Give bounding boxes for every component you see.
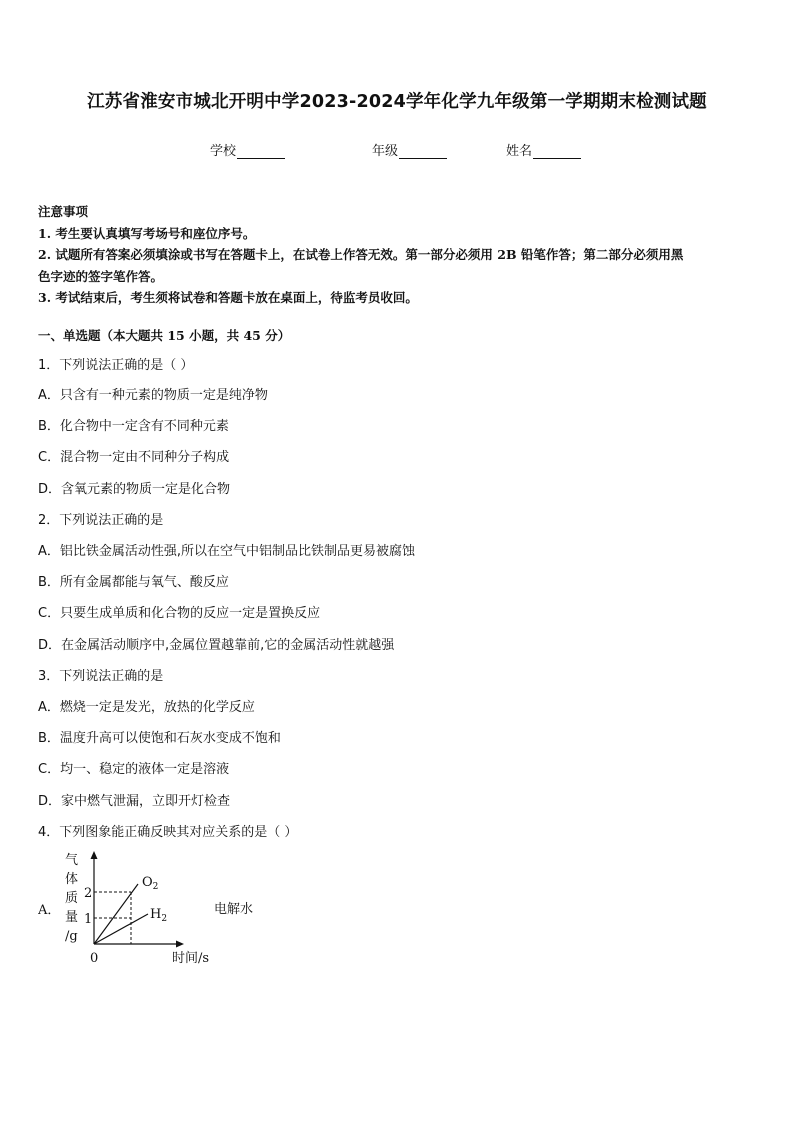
option-b: B．化合物中一定含有不同种元素 <box>38 419 229 434</box>
question-stem: 1．下列说法正确的是（ ） <box>38 358 194 373</box>
graph-caption: 电解水 <box>214 902 254 917</box>
grade-label: 年级 <box>372 144 399 159</box>
page-title: 江苏省淮安市城北开明中学2023-2024学年化学九年级第一学期期末检测试题 <box>87 92 707 112</box>
name-field <box>506 140 581 159</box>
y-axis-label-char: 体 <box>65 872 79 887</box>
option-d: D．含氧元素的物质一定是化合物 <box>38 482 231 497</box>
y-axis-label-char: 质 <box>65 891 79 906</box>
option-d: D．在金属活动顺序中,金属位置越靠前,它的金属活动性就越强 <box>38 638 395 653</box>
student-info-row <box>0 140 794 160</box>
question-stem: 3．下列说法正确的是 <box>38 669 164 684</box>
name-blank[interactable] <box>533 144 581 159</box>
option-a: A．燃烧一定是发光，放热的化学反应 <box>38 700 255 715</box>
notice-block <box>38 201 762 309</box>
y-tick-label: 1 <box>84 912 93 927</box>
y-axis-label-char: /g <box>65 929 78 944</box>
option-c: C．只要生成单质和化合物的反应一定是置换反应 <box>38 606 321 621</box>
x-axis-label: 时间/s <box>172 951 210 966</box>
option-b: B．所有金属都能与氧气、酸反应 <box>38 575 229 590</box>
option-a: A．铝比铁金属活动性强,所以在空气中铝制品比铁制品更易被腐蚀 <box>38 544 416 559</box>
school-blank[interactable] <box>237 144 285 159</box>
name-label: 姓名 <box>506 144 533 159</box>
question-stem: 2．下列说法正确的是 <box>38 513 164 528</box>
school-label: 学校 <box>210 144 237 159</box>
o2-label: $O_2$ <box>142 875 159 892</box>
h2-label: $H_2$ <box>150 907 168 924</box>
option-b: B．温度升高可以使饱和石灰水变成不饱和 <box>38 731 281 746</box>
section-title: 一、单选题（本大题共 15 小题，共 45 分） <box>38 328 291 343</box>
electrolysis-graph <box>38 848 298 972</box>
notice-item: 色字迹的签字笔作答。 <box>38 268 164 284</box>
origin-label: 0 <box>90 951 99 966</box>
option-a: A．只含有一种元素的物质一定是纯净物 <box>38 388 268 403</box>
school-field <box>210 140 285 159</box>
option-d: D．家中燃气泄漏，立即开灯检查 <box>38 794 231 809</box>
notice-item: 1. 考生要认真填写考场号和座位序号。 <box>38 225 256 241</box>
y-axis-label-char: 量 <box>65 910 79 925</box>
option-a-label: A． <box>38 903 61 918</box>
grade-field <box>372 140 447 159</box>
y-axis-arrow <box>91 851 98 859</box>
option-c: C．混合物一定由不同种分子构成 <box>38 450 230 465</box>
y-axis-label-char: 气 <box>65 853 79 868</box>
question-stem: 4．下列图象能正确反映其对应关系的是（ ） <box>38 825 298 840</box>
notice-item: 3. 考试结束后，考生须将试卷和答题卡放在桌面上，待监考员收回。 <box>38 290 418 305</box>
option-c: C．均一、稳定的液体一定是溶液 <box>38 762 230 777</box>
notice-item: 2. 试题所有答案必须填涂或书写在答题卡上，在试卷上作答无效。第一部分必须用 2B 铅笔作答；第二部分必须用黑 <box>38 247 684 262</box>
grade-blank[interactable] <box>399 144 447 159</box>
y-tick-label: 2 <box>84 886 93 901</box>
x-axis-arrow <box>176 941 184 948</box>
notice-heading: 注意事项 <box>38 204 89 219</box>
